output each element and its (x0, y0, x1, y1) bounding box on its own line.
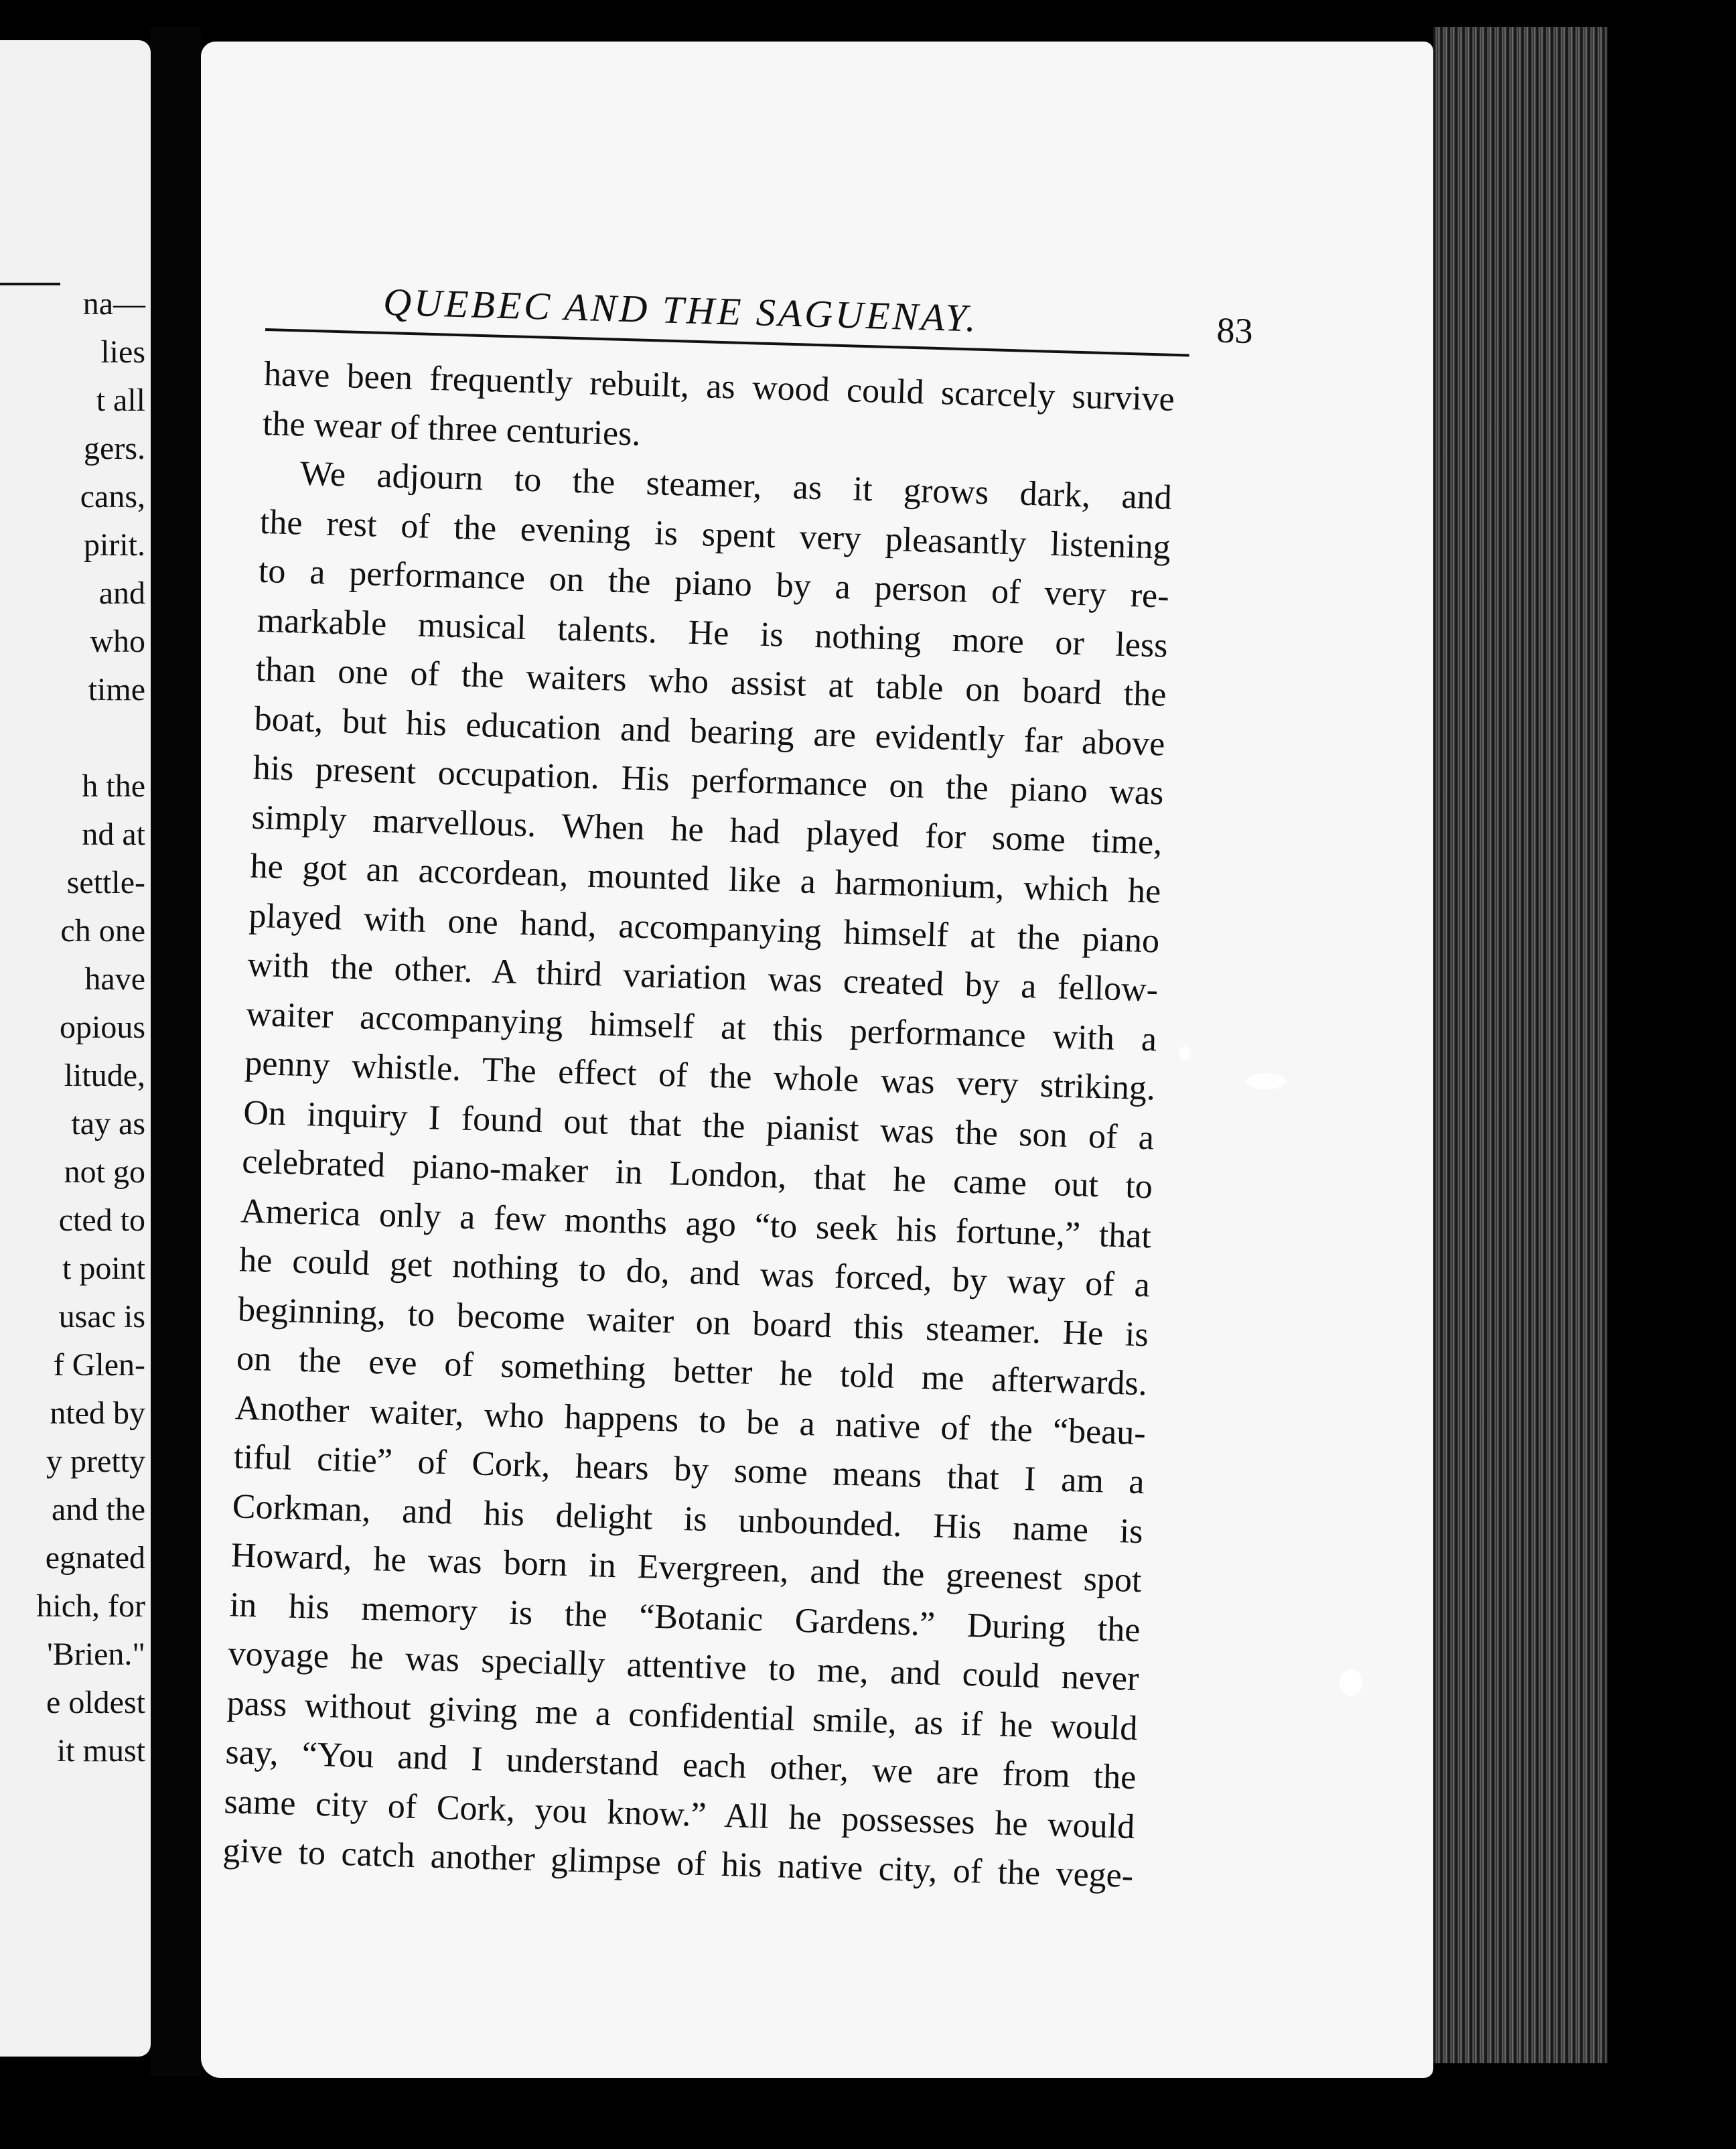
previous-page-head-rule (0, 283, 60, 285)
previous-page-line-fragment: tay as (71, 1106, 145, 1141)
previous-page-line-fragment: litude, (64, 1058, 145, 1093)
text-line: on the eve of something better he told me afterwards. (236, 1339, 1148, 1403)
running-head-title: QUEBEC AND THE SAGUENAY. (382, 279, 979, 340)
previous-page-line-fragment: pirit. (84, 527, 145, 563)
text-line: pass without giving me a confidential smile, as if he would (226, 1683, 1139, 1748)
previous-page-line-fragment: ch one (60, 913, 145, 949)
body-text (222, 350, 1376, 1907)
previous-page-line-fragment: 'Brien." (47, 1637, 145, 1672)
previous-page-line-fragment: cans, (80, 479, 145, 514)
text-line: he could get nothing to do, and was forced, by way of a (238, 1241, 1151, 1305)
previous-page-line-fragment: nd at (82, 817, 145, 852)
text-line: waiter accompanying himself at this performance with a (245, 995, 1157, 1059)
paper-blemish (1179, 1046, 1191, 1061)
text-line: have been frequently rebuilt, as wood could scarcely survive (263, 354, 1175, 419)
page-83 (201, 42, 1433, 2078)
paper-blemish (1246, 1073, 1286, 1089)
text-line: he got an accordean, mounted like a harmonium, which he (249, 847, 1161, 911)
text-line: boat, but his education and bearing are evidently far above (254, 699, 1166, 764)
previous-page-line-fragment: lies (100, 334, 145, 370)
text-line: to a performance on the piano by a person of very re- (258, 551, 1170, 616)
text-line: say, “You and I understand each other, we are from the (224, 1733, 1137, 1797)
previous-page-line-fragment: opious (59, 1010, 145, 1045)
page-number: 83 (1216, 309, 1254, 352)
text-line: markable musical talents. He is nothing more or less (257, 601, 1169, 665)
previous-page-line-fragment: t point (62, 1251, 145, 1286)
previous-page-line-fragment: not go (64, 1154, 145, 1190)
text-line: voyage he was specially attentive to me, and could never (228, 1635, 1140, 1699)
book-gutter (151, 27, 201, 2077)
text-line: played with one hand, accompanying himself at the piano (248, 896, 1160, 961)
running-head (265, 236, 1380, 367)
previous-page-line-fragment: f Glen- (53, 1347, 145, 1383)
text-line: in his memory is the “Botanic Gardens.” During the (229, 1585, 1141, 1649)
previous-page-line-fragment: it must (56, 1733, 145, 1769)
paper-blemish (1340, 1669, 1362, 1696)
previous-page-line-fragment: usac is (58, 1299, 145, 1334)
previous-page-line-fragment: and the (52, 1492, 145, 1527)
text-line: We adjourn to the steamer, as it grows dark, and (299, 454, 1173, 517)
text-line: celebrated piano-maker in London, that he came out to (241, 1142, 1153, 1206)
text-line: Howard, he was born in Evergreen, and the greenest spot (230, 1536, 1143, 1600)
previous-page-line-fragment: t all (96, 383, 145, 418)
text-line: simply marvellous. When he had played for some time, (250, 798, 1163, 862)
text-line: his present occupation. His performance on the piano was (252, 748, 1165, 813)
scan-background (1607, 27, 1736, 2103)
text-line: the rest of the evening is spent very pleasantly listening (259, 502, 1171, 567)
text-line: with the other. A third variation was created by a fellow- (246, 945, 1159, 1010)
page-text-block (222, 236, 1380, 1907)
text-line: than one of the waiters who assist at table on board the (255, 650, 1167, 714)
text-line: America only a few months ago “to seek his fortune,” that (240, 1191, 1152, 1255)
previous-page-line-fragment: time (88, 672, 145, 707)
text-line: Corkman, and his delight is unbounded. His name is (232, 1486, 1144, 1551)
previous-page-line-fragment: nted by (50, 1395, 145, 1431)
text-line: the wear of three centuries. (262, 404, 642, 454)
previous-page-line-fragment: hich, for (36, 1588, 145, 1624)
previous-page-line-fragment: have (84, 961, 145, 997)
previous-page-line-fragment: gers. (84, 431, 145, 466)
previous-page-line-fragment: na— (82, 286, 145, 322)
previous-page-line-fragment: who (90, 624, 145, 659)
previous-page-line-fragment: egnated (45, 1540, 145, 1576)
previous-page-line-fragment: settle- (66, 865, 145, 900)
previous-page-line-fragment: e oldest (46, 1685, 145, 1720)
previous-page-line-fragment: and (98, 575, 145, 611)
text-line: tiful citie” of Cork, hears by some means that I am a (233, 1438, 1145, 1502)
previous-page-line-fragment: y pretty (46, 1444, 145, 1479)
previous-page-line-fragment: cted to (58, 1202, 145, 1238)
text-line: same city of Cork, you know.” All he possesses he would (223, 1782, 1135, 1846)
text-line: beginning, to become waiter on board this steamer. He is (237, 1290, 1149, 1354)
previous-page-fragment (0, 40, 151, 2057)
text-line: penny whistle. The effect of the whole was very striking. (244, 1044, 1156, 1108)
text-line: Another waiter, who happens to be a native of the “beau- (234, 1388, 1147, 1452)
previous-page-line-fragment: h the (82, 768, 145, 804)
text-line: On inquiry I found out that the pianist was the son of a (242, 1093, 1155, 1157)
text-line: give to catch another glimpse of his native city, of the vege- (222, 1831, 1134, 1896)
